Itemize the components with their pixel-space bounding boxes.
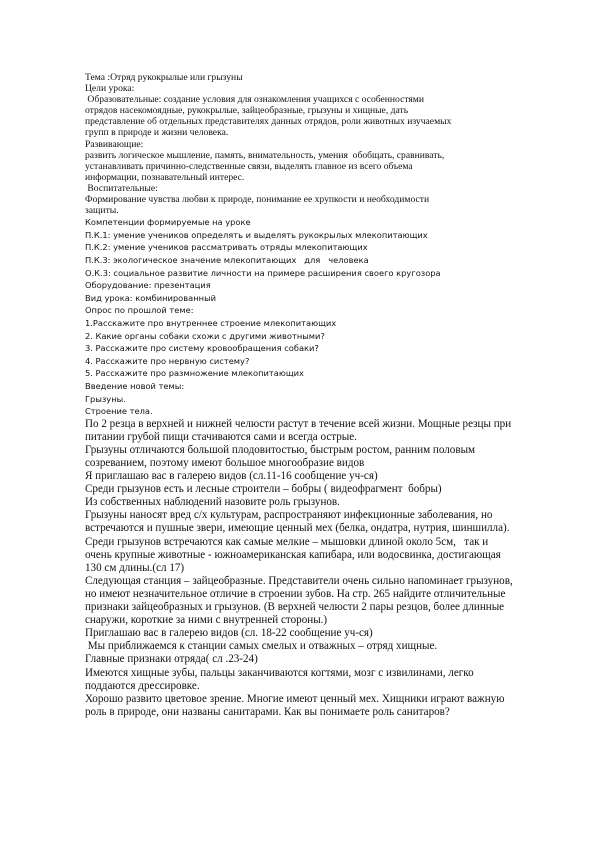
text-line: Следующая станция – зайцеобразные. Представители очень сильно напоминает грызунов, <box>85 574 513 587</box>
text-line: 3. Расскажите про систему кровообращения собаки? <box>85 343 319 354</box>
text-line: Приглашаю вас в галерею видов (сл. 18-22 сообщение уч-ся) <box>85 627 373 640</box>
text-line: Оборудование: презентация <box>85 280 211 291</box>
text-line: Опрос по прошлой теме: <box>85 305 194 316</box>
text-line: По 2 резца в верхней и нижней челюсти растут в течение всей жизни. Мощные резцы при <box>85 417 512 430</box>
text-line: Развивающие: <box>85 138 144 150</box>
text-line: Мы приближаемся к станции самых смелых и отважных – отряд хищные. <box>85 640 438 653</box>
text-line: Грызуны наносят вред с/х культурам, распространяют инфекционные заболевания, но <box>85 509 493 522</box>
text-line: но имеют незначительное отличие в строении зубов. На стр. 265 найдите отличительные <box>85 587 506 600</box>
text-line: 5. Расскажите про размножение млекопитающих <box>85 368 304 379</box>
text-line: Вид урока: комбинированный <box>85 292 217 303</box>
text-line: представление об отдельных представителях данных отрядов, роли животных изучаемых <box>85 116 452 128</box>
text-line: Введение новой темы: <box>85 380 185 391</box>
text-line: развить логическое мышление, память, внимательность, умения обобщать, сравнивать, <box>85 149 445 161</box>
text-line: встречаются и пушные звери, имеющие ценный мех (белка, ондатра, нутрия, шиншилла). <box>85 522 510 535</box>
text-line: очень крупные животные - южноамериканская капибара, или водосвинка, достигающая <box>85 548 501 561</box>
text-line: Компетенции формируемые на уроке <box>85 217 251 228</box>
text-line: Я приглашаю вас в галерею видов (сл.11-16 сообщение уч-ся) <box>85 470 378 483</box>
text-line: роль в природе, они названы санитарами. Как вы понимаете роль санитаров? <box>85 705 450 718</box>
text-line: Цели урока: <box>85 83 135 95</box>
text-line: 130 см длины.(сл 17) <box>85 561 185 574</box>
text-line: поддаются дрессировке. <box>85 679 200 692</box>
text-line: 4. Расскажите про нервную систему? <box>85 355 250 366</box>
text-line: П.К.3: экологическое значение млекопитающих для человека <box>85 255 369 265</box>
document-body <box>85 72 550 719</box>
text-line: Формирование чувства любви к природе, понимание ее хрупкости и необходимости <box>85 194 430 206</box>
text-line: информации, познавательный интерес. <box>85 171 245 183</box>
text-line: питании грубой пищи стачиваются сами и всегда острые. <box>85 430 357 443</box>
text-line: созреванием, поэтому имеют большое многообразие видов <box>85 457 365 469</box>
text-line: П.К.2: умение учеников рассматривать отряды млекопитающих <box>85 242 368 253</box>
text-line: Тема :Отряд рукокрылые или грызуны <box>85 72 243 83</box>
text-line: Главные признаки отряда( сл .23-24) <box>85 653 258 666</box>
text-line: отрядов насекомоядные, рукокрылые, зайцеобразные, грызуны и хищные, дать <box>85 105 409 117</box>
text-line: Образовательные: создание условия для ознакомления учащихся с особенностями <box>85 94 425 106</box>
text-line: групп в природе и жизни человека. <box>85 127 229 139</box>
text-line: Грызуны отличаются большой плодовитостью, быстрым ростом, ранним половым <box>85 443 476 456</box>
text-line: Воспитательные: <box>85 182 158 194</box>
text-line: Хорошо развито цветовое зрение. Многие имеют ценный мех. Хищники играют важную <box>85 692 505 705</box>
text-line: признаки зайцеобразных и грызунов. (В верхней челюсти 2 пары резцов, более длинные <box>85 601 505 614</box>
text-line: Среди грызунов есть и лесные строители – бобры ( видеофрагмент бобры) <box>85 483 442 496</box>
text-line: Среди грызунов встречаются как самые мелкие – мышовки длиной около 5см, так и <box>85 535 489 548</box>
text-line: устанавливать причинно-следственные связи, выделять главное из всего объема <box>85 160 413 172</box>
text-line: П.К.1: умение учеников определять и выделять рукокрылых млекопитающих <box>85 229 428 240</box>
text-line: Грызуны. <box>85 393 126 404</box>
text-line: 1.Расскажите про внутреннее строение млекопитающих <box>85 317 337 328</box>
text-line: О.К.3: социальное развитие личности на примере расширения своего кругозора <box>85 267 441 278</box>
text-line: Имеются хищные зубы, пальцы заканчиваются когтями, мозг с извилинами, легко <box>85 666 474 679</box>
text-line: 2. Какие органы собаки схожи с другими животными? <box>85 330 325 341</box>
text-line: защиты. <box>85 205 119 217</box>
text-line: Строение тела. <box>85 406 153 417</box>
text-line: Из собственных наблюдений назовите роль грызунов. <box>85 496 340 509</box>
text-line: снаружи, короткие за ними с внутренней стороны.) <box>85 614 328 627</box>
